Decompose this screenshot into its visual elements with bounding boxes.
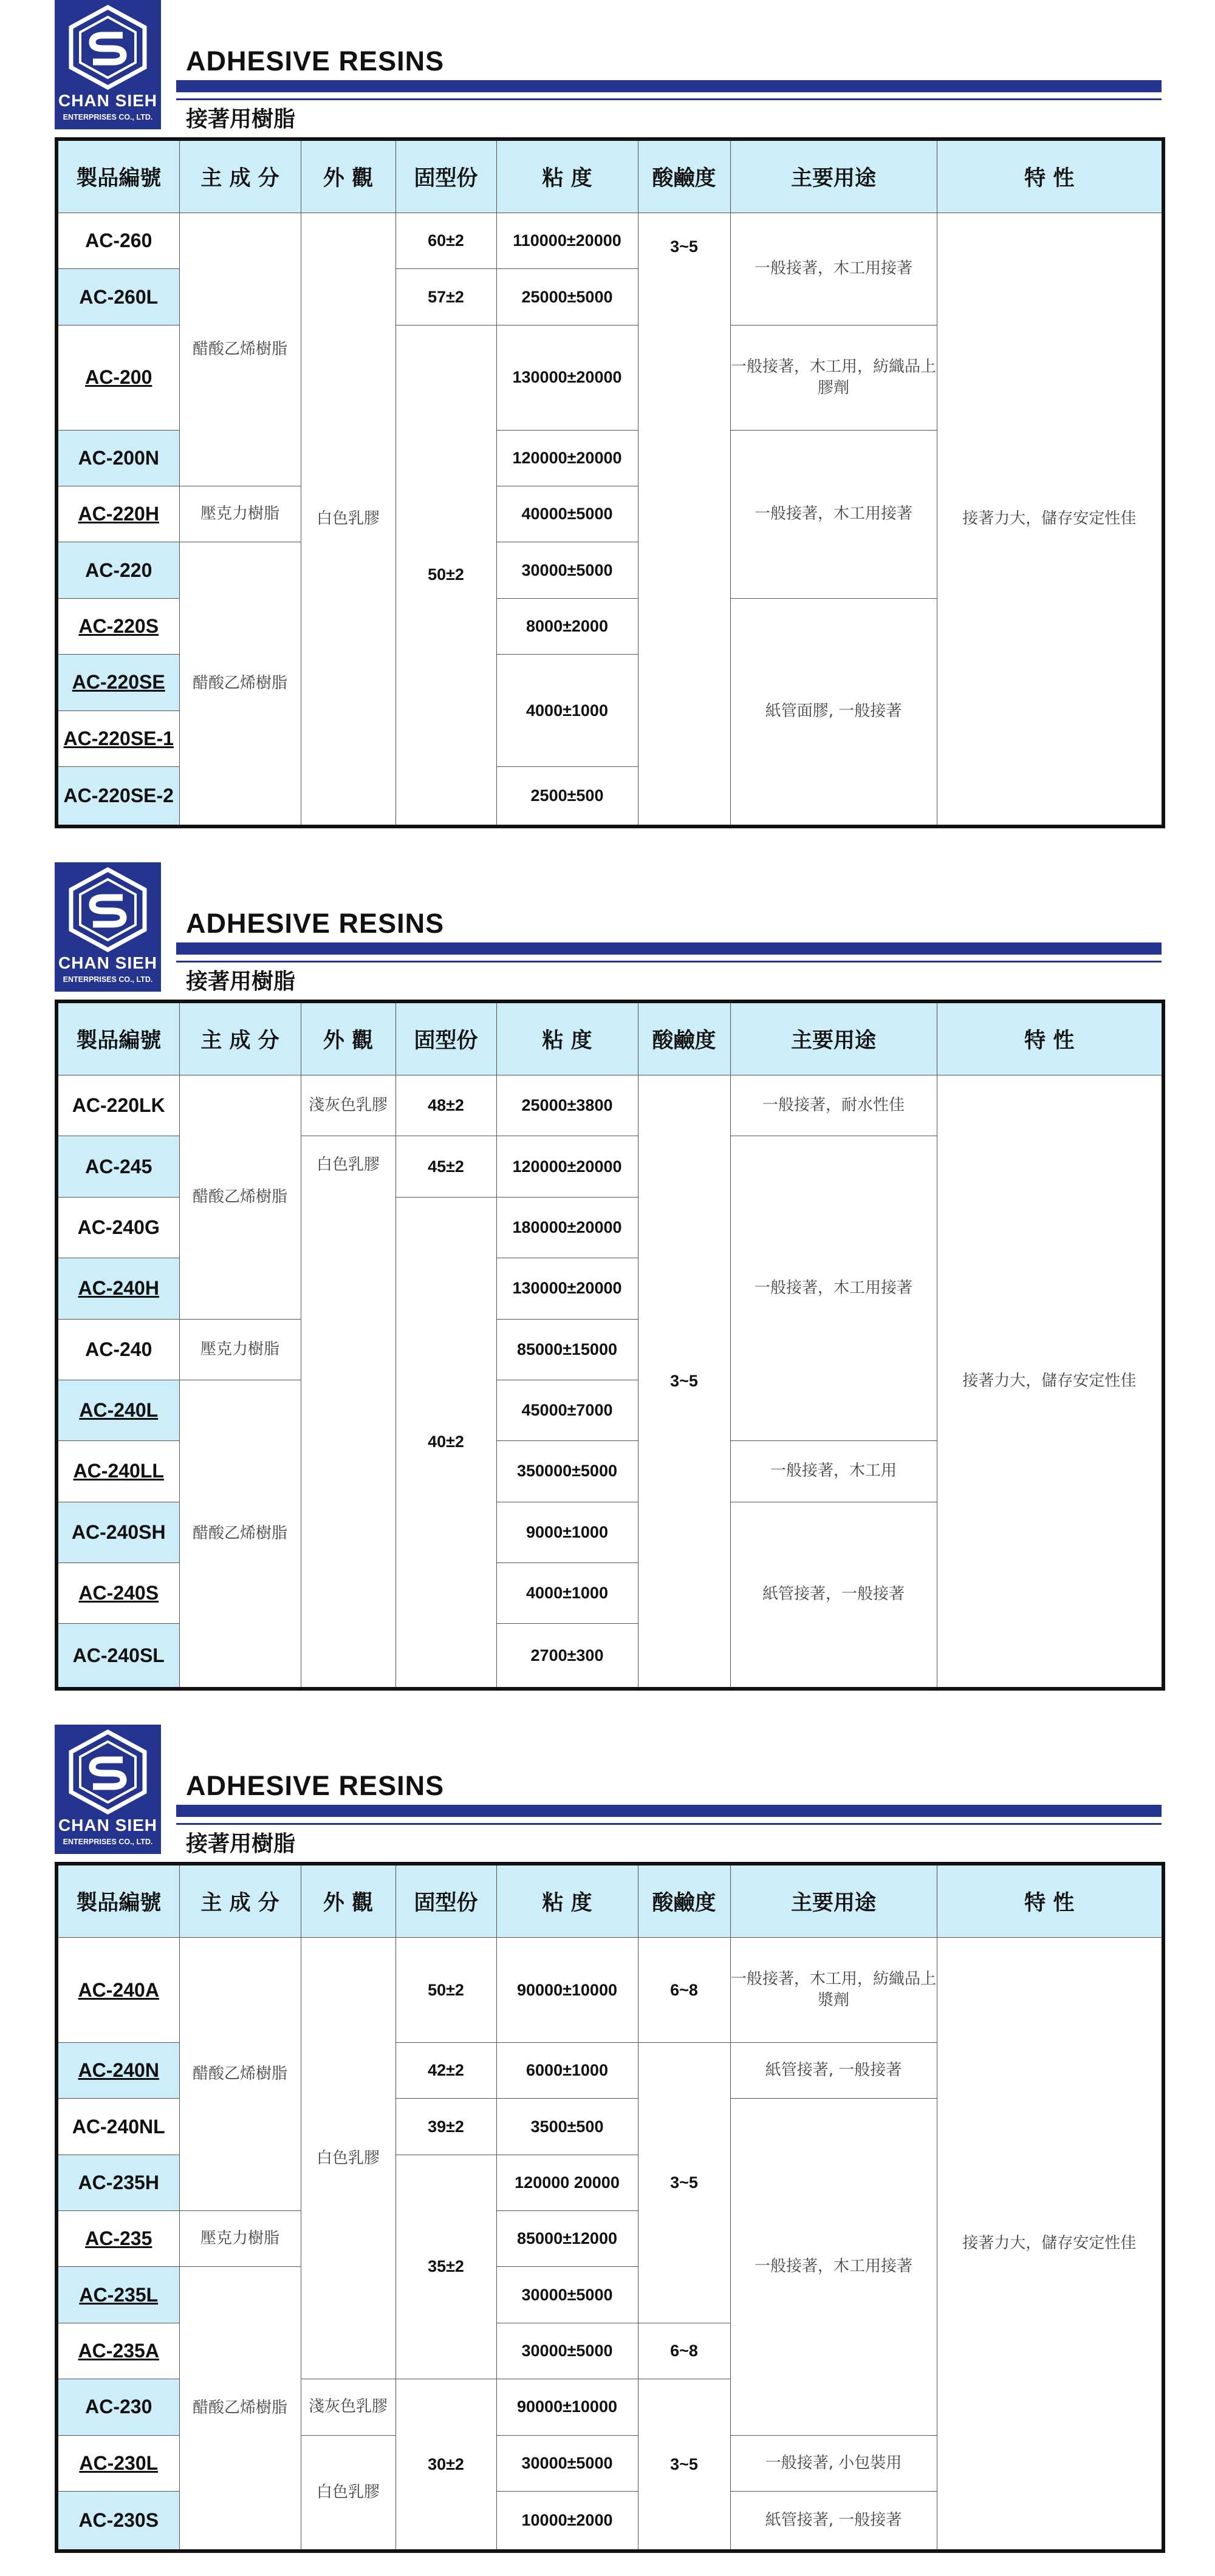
table-row bbox=[56, 213, 1163, 269]
brand-subtitle: ENTERPRISES CO., LTD. bbox=[63, 1838, 153, 1846]
usage-cell: 一般接著，木工用，紡織品上漿劑 bbox=[730, 1938, 937, 2043]
solids-cell: 57±2 bbox=[395, 269, 496, 325]
composition-cell: 壓克力樹脂 bbox=[179, 486, 301, 542]
viscosity-cell: 4000±1000 bbox=[496, 655, 638, 767]
viscosity-cell: 90000±10000 bbox=[496, 1938, 638, 2043]
company-logo bbox=[55, 0, 161, 129]
product-code-link[interactable] bbox=[56, 486, 179, 542]
product-code-link[interactable]: AC-260 bbox=[56, 213, 179, 269]
title-bar bbox=[176, 80, 1162, 92]
feature-cell: 接著力大，儲存安定性佳 bbox=[937, 1938, 1163, 2552]
composition-cell: 醋酸乙烯樹脂 bbox=[179, 2267, 301, 2551]
brand-subtitle: ENTERPRISES CO., LTD. bbox=[63, 975, 153, 984]
product-code-text[interactable]: AC-220H bbox=[78, 503, 159, 525]
col-header: 外 觀 bbox=[301, 139, 395, 213]
viscosity-cell: 2500±500 bbox=[496, 766, 638, 826]
viscosity-cell: 350000±5000 bbox=[496, 1441, 638, 1502]
solids-cell: 39±2 bbox=[395, 2099, 496, 2155]
product-code-link[interactable]: AC-245 bbox=[56, 1136, 179, 1197]
hexagon-s-logo-icon bbox=[67, 1729, 149, 1814]
ph-cell: 3~5 bbox=[638, 1075, 730, 1689]
usage-cell: 一般接著，木工用接著 bbox=[730, 2099, 937, 2435]
product-code-link[interactable]: AC-220LK bbox=[56, 1075, 179, 1136]
col-header: 外 觀 bbox=[301, 1864, 395, 1938]
brand-name: CHAN SIEH bbox=[58, 953, 157, 972]
col-header: 特 性 bbox=[937, 139, 1163, 213]
product-code-text[interactable]: AC-240A bbox=[78, 1978, 159, 2001]
product-code-link[interactable] bbox=[56, 710, 179, 766]
product-code-link[interactable]: AC-220SE-2 bbox=[56, 766, 179, 826]
usage-cell: 一般接著，木工用接著 bbox=[730, 1136, 937, 1441]
viscosity-cell: 85000±12000 bbox=[496, 2211, 638, 2267]
composition-cell: 醋酸乙烯樹脂 bbox=[179, 213, 301, 486]
solids-cell: 45±2 bbox=[395, 1136, 496, 1197]
appearance-cell: 淺灰色乳膠 bbox=[301, 1075, 395, 1136]
product-code-link[interactable] bbox=[56, 1258, 179, 1319]
product-code-link[interactable] bbox=[56, 2323, 179, 2379]
product-code-link[interactable] bbox=[56, 655, 179, 710]
product-code-link[interactable]: AC-240G bbox=[56, 1197, 179, 1258]
ph-cell: 3~5 bbox=[638, 213, 730, 827]
appearance-cell: 白色乳膠 bbox=[301, 213, 395, 827]
appearance-cell: 淺灰色乳膠 bbox=[301, 2379, 395, 2435]
appearance-cell: 白色乳膠 bbox=[301, 1136, 395, 1689]
product-code-text[interactable]: AC-240L bbox=[79, 1399, 159, 1422]
col-header: 主 成 分 bbox=[179, 1001, 301, 1075]
viscosity-cell: 6000±1000 bbox=[496, 2043, 638, 2099]
title-rule bbox=[176, 98, 1162, 100]
col-header: 特 性 bbox=[937, 1001, 1163, 1075]
solids-cell: 40±2 bbox=[395, 1197, 496, 1689]
col-header: 粘 度 bbox=[496, 1864, 638, 1938]
viscosity-cell: 110000±20000 bbox=[496, 213, 638, 269]
product-code-text[interactable]: AC-220SE-1 bbox=[63, 727, 174, 749]
usage-cell: 一般接著，木工用接著 bbox=[730, 430, 937, 598]
company-logo bbox=[55, 862, 161, 992]
product-code-text[interactable]: AC-235 bbox=[85, 2227, 152, 2250]
viscosity-cell: 8000±2000 bbox=[496, 598, 638, 654]
solids-cell: 42±2 bbox=[395, 2043, 496, 2099]
solids-cell: 30±2 bbox=[395, 2379, 496, 2551]
product-code-text[interactable]: AC-230L bbox=[79, 2452, 159, 2474]
viscosity-cell: 9000±1000 bbox=[496, 1502, 638, 1562]
company-logo bbox=[55, 1725, 161, 1854]
table-header-row bbox=[56, 1001, 1163, 1075]
col-header: 酸鹼度 bbox=[638, 1864, 730, 1938]
product-code-text[interactable]: AC-220S bbox=[78, 615, 159, 638]
ph-cell: 3~5 bbox=[638, 2043, 730, 2323]
usage-cell: 紙管接著, 一般接著 bbox=[730, 2491, 937, 2551]
col-header: 主要用途 bbox=[730, 1001, 937, 1075]
composition-cell: 醋酸乙烯樹脂 bbox=[179, 1075, 301, 1320]
product-table bbox=[55, 1000, 1165, 1691]
col-header: 主 成 分 bbox=[179, 1864, 301, 1938]
viscosity-cell: 120000 20000 bbox=[496, 2155, 638, 2210]
product-code-text[interactable]: AC-235A bbox=[78, 2340, 159, 2362]
composition-cell: 醋酸乙烯樹脂 bbox=[179, 542, 301, 826]
usage-cell: 一般接著, 小包裝用 bbox=[730, 2435, 937, 2491]
usage-cell: 一般接著，木工用 bbox=[730, 1441, 937, 1502]
viscosity-cell: 120000±20000 bbox=[496, 430, 638, 486]
product-code-link[interactable] bbox=[56, 1441, 179, 1502]
product-code-link[interactable]: AC-235H bbox=[56, 2155, 179, 2210]
usage-cell: 一般接著，木工用接著 bbox=[730, 213, 937, 325]
col-header: 酸鹼度 bbox=[638, 139, 730, 213]
usage-cell: 一般接著，耐水性佳 bbox=[730, 1075, 937, 1136]
product-code-link[interactable]: AC-230 bbox=[56, 2379, 179, 2435]
viscosity-cell: 30000±5000 bbox=[496, 2435, 638, 2491]
col-header: 外 觀 bbox=[301, 1001, 395, 1075]
viscosity-cell: 2700±300 bbox=[496, 1624, 638, 1689]
section-title: ADHESIVE RESINS bbox=[186, 46, 445, 77]
product-code-link[interactable]: AC-240SH bbox=[56, 1502, 179, 1562]
ph-cell: 6~8 bbox=[638, 1938, 730, 2043]
solids-cell: 60±2 bbox=[395, 213, 496, 269]
brand-name: CHAN SIEH bbox=[58, 91, 157, 110]
viscosity-cell: 3500±500 bbox=[496, 2099, 638, 2155]
col-header: 固型份 bbox=[395, 139, 496, 213]
table-row bbox=[56, 1938, 1163, 2043]
product-code-link[interactable] bbox=[56, 2211, 179, 2267]
feature-cell: 接著力大，儲存安定性佳 bbox=[937, 213, 1163, 827]
product-code-link[interactable] bbox=[56, 598, 179, 654]
viscosity-cell: 30000±5000 bbox=[496, 2267, 638, 2323]
viscosity-cell: 130000±20000 bbox=[496, 325, 638, 430]
product-code-link[interactable]: AC-240 bbox=[56, 1319, 179, 1380]
col-header: 特 性 bbox=[937, 1864, 1163, 1938]
viscosity-cell: 180000±20000 bbox=[496, 1197, 638, 1258]
ph-cell: 3~5 bbox=[638, 2379, 730, 2551]
viscosity-cell: 30000±5000 bbox=[496, 2323, 638, 2379]
feature-cell: 接著力大，儲存安定性佳 bbox=[937, 1075, 1163, 1689]
solids-cell: 48±2 bbox=[395, 1075, 496, 1136]
product-code-link[interactable] bbox=[56, 2043, 179, 2099]
product-code-link[interactable]: AC-220 bbox=[56, 542, 179, 598]
product-code-text[interactable]: AC-235L bbox=[79, 2283, 159, 2306]
col-header: 製品編號 bbox=[56, 139, 179, 213]
solids-cell: 50±2 bbox=[395, 1938, 496, 2043]
product-code-link[interactable] bbox=[56, 1563, 179, 1624]
product-code-text[interactable]: AC-220SE bbox=[72, 671, 165, 693]
viscosity-cell: 10000±2000 bbox=[496, 2491, 638, 2551]
col-header: 製品編號 bbox=[56, 1001, 179, 1075]
product-code-text[interactable]: AC-240LL bbox=[73, 1460, 164, 1482]
title-bar bbox=[176, 942, 1162, 955]
solids-cell: 35±2 bbox=[395, 2155, 496, 2379]
hexagon-s-logo-icon bbox=[67, 867, 149, 952]
product-code-link[interactable]: AC-200N bbox=[56, 430, 179, 486]
hexagon-s-logo-icon bbox=[67, 5, 149, 90]
usage-cell: 紙管接著, 一般接著 bbox=[730, 2043, 937, 2099]
appearance-cell: 白色乳膠 bbox=[301, 2435, 395, 2551]
section-subtitle: 接著用樹脂 bbox=[186, 969, 296, 994]
table-header-row bbox=[56, 1864, 1163, 1938]
viscosity-cell: 90000±10000 bbox=[496, 2379, 638, 2435]
product-code-link[interactable] bbox=[56, 2267, 179, 2323]
composition-cell: 壓克力樹脂 bbox=[179, 1319, 301, 1380]
product-code-link[interactable] bbox=[56, 2435, 179, 2491]
table-row bbox=[56, 1075, 1163, 1136]
product-code-link[interactable]: AC-240NL bbox=[56, 2099, 179, 2155]
product-code-link[interactable]: AC-240SL bbox=[56, 1624, 179, 1689]
viscosity-cell: 25000±3800 bbox=[496, 1075, 638, 1136]
section-subtitle: 接著用樹脂 bbox=[186, 1831, 296, 1856]
section-subtitle: 接著用樹脂 bbox=[186, 107, 296, 132]
section-title: ADHESIVE RESINS bbox=[186, 908, 445, 939]
col-header: 主 成 分 bbox=[179, 139, 301, 213]
col-header: 主要用途 bbox=[730, 139, 937, 213]
composition-cell: 醋酸乙烯樹脂 bbox=[179, 1380, 301, 1689]
brand-subtitle: ENTERPRISES CO., LTD. bbox=[63, 113, 153, 121]
usage-cell: 紙管接著，一般接著 bbox=[730, 1502, 937, 1689]
viscosity-cell: 130000±20000 bbox=[496, 1258, 638, 1319]
brand-name: CHAN SIEH bbox=[58, 1816, 157, 1835]
viscosity-cell: 40000±5000 bbox=[496, 486, 638, 542]
col-header: 製品編號 bbox=[56, 1864, 179, 1938]
composition-cell: 壓克力樹脂 bbox=[179, 2211, 301, 2267]
usage-cell: 紙管面膠, 一般接著 bbox=[730, 598, 937, 826]
col-header: 固型份 bbox=[395, 1001, 496, 1075]
composition-cell: 醋酸乙烯樹脂 bbox=[179, 1938, 301, 2211]
col-header: 酸鹼度 bbox=[638, 1001, 730, 1075]
title-bar bbox=[176, 1805, 1162, 1817]
product-code-link[interactable] bbox=[56, 1380, 179, 1440]
viscosity-cell: 85000±15000 bbox=[496, 1319, 638, 1380]
product-code-text[interactable]: AC-200 bbox=[85, 366, 152, 389]
viscosity-cell: 45000±7000 bbox=[496, 1380, 638, 1440]
appearance-cell: 白色乳膠 bbox=[301, 1938, 395, 2379]
viscosity-cell: 120000±20000 bbox=[496, 1136, 638, 1197]
col-header: 固型份 bbox=[395, 1864, 496, 1938]
viscosity-cell: 25000±5000 bbox=[496, 269, 638, 325]
ph-cell: 6~8 bbox=[638, 2323, 730, 2379]
title-rule bbox=[176, 961, 1162, 963]
product-code-text[interactable]: AC-240N bbox=[78, 2059, 159, 2082]
product-code-link[interactable]: AC-230S bbox=[56, 2491, 179, 2551]
product-table bbox=[55, 137, 1165, 828]
product-table bbox=[55, 1862, 1165, 2553]
usage-cell: 一般接著，木工用，紡織品上膠劑 bbox=[730, 325, 937, 430]
table-header-row bbox=[56, 139, 1163, 213]
product-code-link[interactable] bbox=[56, 325, 179, 430]
col-header: 主要用途 bbox=[730, 1864, 937, 1938]
section-title: ADHESIVE RESINS bbox=[186, 1770, 445, 1801]
product-code-text[interactable]: AC-240S bbox=[78, 1582, 159, 1604]
solids-cell: 50±2 bbox=[395, 325, 496, 826]
col-header: 粘 度 bbox=[496, 139, 638, 213]
product-code-link[interactable]: AC-260L bbox=[56, 269, 179, 325]
col-header: 粘 度 bbox=[496, 1001, 638, 1075]
product-code-link[interactable] bbox=[56, 1938, 179, 2043]
product-code-text[interactable]: AC-240H bbox=[78, 1277, 159, 1300]
viscosity-cell: 30000±5000 bbox=[496, 542, 638, 598]
viscosity-cell: 4000±1000 bbox=[496, 1563, 638, 1624]
title-rule bbox=[176, 1823, 1162, 1825]
